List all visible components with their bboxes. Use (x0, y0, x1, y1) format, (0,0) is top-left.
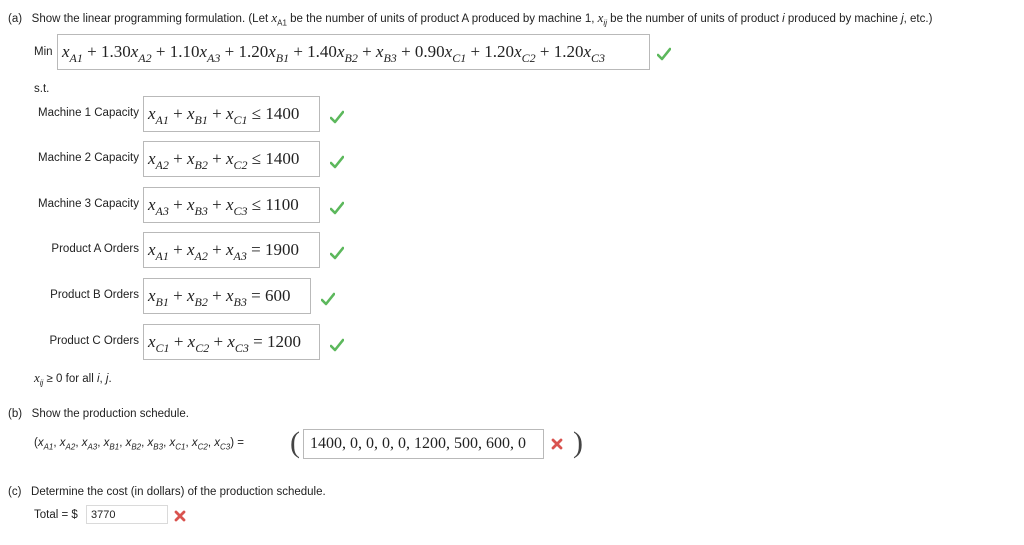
total-cross-icon (174, 510, 186, 522)
nonnegativity-text: $x_{ij} \ge 0$ for all i, j. (34, 370, 112, 388)
schedule-cross-icon (551, 438, 563, 450)
constraint-check-icon (330, 246, 344, 260)
part-b-prompt: (b) Show the production schedule. (8, 408, 189, 420)
constraint-input[interactable] (143, 278, 311, 314)
min-label: Min (34, 46, 53, 58)
total-input[interactable] (86, 505, 168, 524)
objective-check-icon (657, 47, 671, 61)
st-label: s.t. (34, 83, 50, 95)
constraint-label: Machine 3 Capacity (38, 198, 139, 210)
constraint-check-icon (330, 155, 344, 169)
constraint-check-icon (330, 201, 344, 215)
constraint-expression: $x_{B1} + x_{B2} + x_{B3} = 600$ (148, 286, 291, 309)
constraint-check-icon (321, 292, 335, 306)
constraint-label: Machine 1 Capacity (38, 107, 139, 119)
constraint-input[interactable] (143, 96, 320, 132)
constraint-expression: $x_{A1} + x_{A2} + x_{A3} = 1900$ (148, 240, 299, 263)
constraint-input[interactable] (143, 232, 320, 268)
part-c-prompt: (c) Determine the cost (in dollars) of the production schedule. (8, 486, 326, 498)
constraint-label: Machine 2 Capacity (38, 152, 139, 164)
right-paren: ) (573, 426, 583, 459)
part-a-prompt: (a) Show the linear programming formulation. (Let $x_{A1}$ be the number of units of product A produced by machine 1, $x_{ij}$ be the number of units of product i produced by machine j, etc.) (8, 10, 933, 28)
part-a-label: (a) (8, 13, 23, 25)
constraint-expression: $x_{C1} + x_{C2} + x_{C3} = 1200$ (148, 332, 301, 355)
constraint-check-icon (330, 110, 344, 124)
part-c-label: (c) (8, 486, 22, 498)
schedule-variable-list: ($x_{A1}$, $x_{A2}$, $x_{A3}$, $x_{B1}$, $x_{B2}$, $x_{B3}$, $x_{C1}$, $x_{C2}$, $x_{C3}$) = (34, 437, 244, 452)
constraint-expression: $x_{A3} + x_{B3} + x_{C3} \le 1100$ (148, 195, 299, 218)
left-paren: ( (290, 426, 300, 459)
constraint-check-icon (330, 338, 344, 352)
constraint-expression: $x_{A2} + x_{B2} + x_{C2} \le 1400$ (148, 149, 300, 172)
total-label: Total = $ (34, 509, 78, 521)
constraint-input[interactable] (143, 187, 320, 223)
constraint-input[interactable] (143, 324, 320, 360)
constraint-input[interactable] (143, 141, 320, 177)
objective-input[interactable] (57, 34, 650, 70)
schedule-answer: 1400, 0, 0, 0, 0, 1200, 500, 600, 0 (310, 435, 526, 452)
constraint-expression: $x_{A1} + x_{B1} + x_{C1} \le 1400$ (148, 104, 300, 127)
part-b-label: (b) (8, 408, 23, 420)
constraint-label: Product B Orders (50, 289, 139, 301)
constraint-label: Product A Orders (51, 243, 139, 255)
schedule-input[interactable] (303, 429, 544, 459)
objective-expression: $x_{A1} + 1.30x_{A2} + 1.10x_{A3} + 1.20x_{B1} + 1.40x_{B2} + x_{B3} + 0.90x_{C1} + 1.20x_{C2} + 1.20x_{C3}$ (62, 42, 606, 65)
total-value: 3770 (91, 508, 116, 521)
constraint-label: Product C Orders (49, 335, 139, 347)
